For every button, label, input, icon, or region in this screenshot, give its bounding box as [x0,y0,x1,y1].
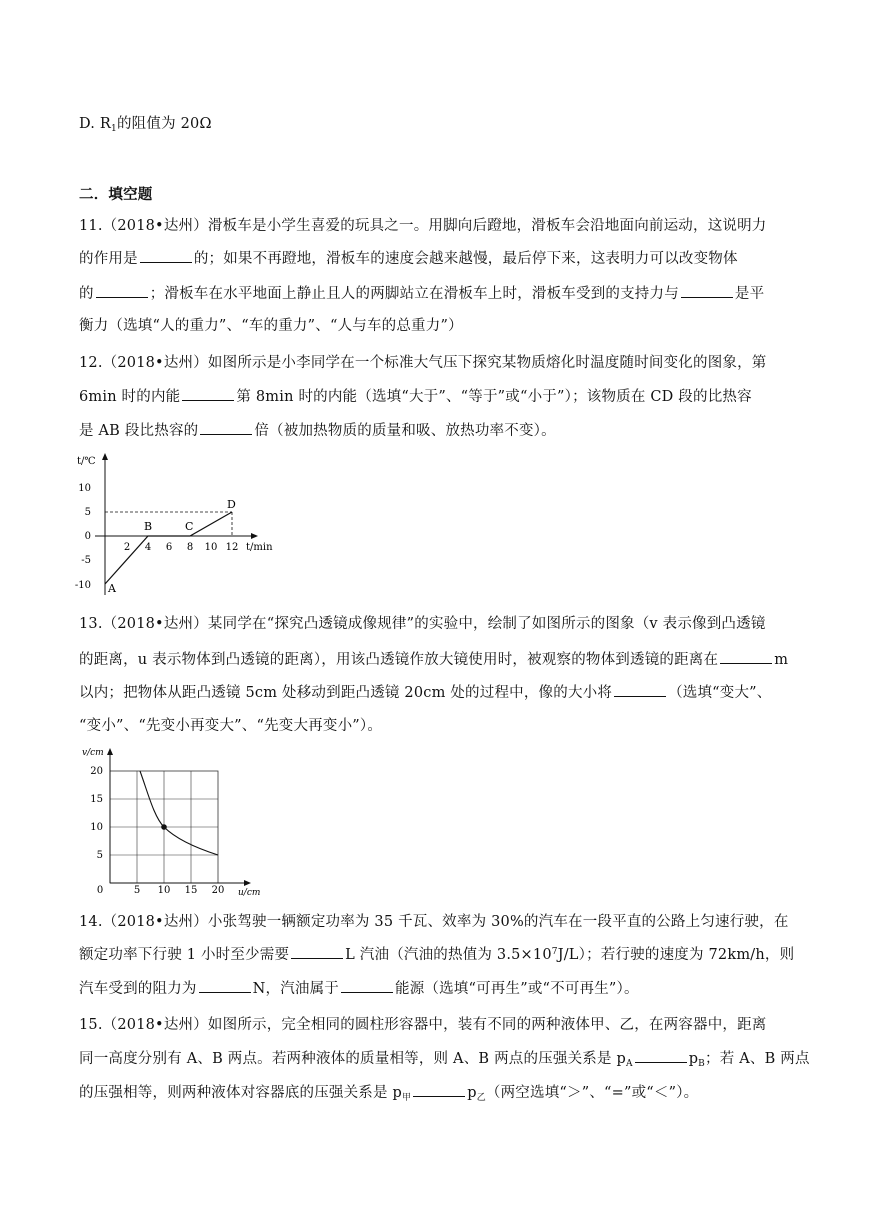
point-label-d: D [227,498,236,511]
q12-text: 是 AB 段比热容的 [79,423,199,439]
q11-text: ；滑板车在水平地面上静止且人的两脚站立在滑板车上时，滑板车受到的支持力与 [149,286,679,302]
y-tick-label: 15 [90,794,103,805]
q14-text: 额定功率下行驶 1 小时至少需要 [79,947,290,963]
q13-line4: “变小”、“先变小再变大”、“先变大再变小”）。 [79,718,383,734]
q15-line2 [79,1047,810,1069]
option-d-prefix: D. R [79,116,112,132]
y-axis-label: t/℃ [77,456,96,467]
q14-text: 汽车受到的阻力为 [79,981,197,997]
q15-line1: 15.（2018•达州）如图所示，完全相同的圆柱形容器中，装有不同的两种液体甲、乙，在两容器中，距离 [79,1017,767,1033]
q15-text: ；若 A、B 两点 [705,1051,810,1067]
q12-line1: 12.（2018•达州）如图所示是小李同学在一个标准大气压下探究某物质熔化时温度随时间变化的图象，第 [79,355,767,371]
x-axis-label: u/cm [238,888,261,898]
q15-text: （两空选填“＞”、“=”或“＜”）。 [485,1085,699,1101]
q14-line3 [79,977,639,998]
q15-subscript: 乙 [476,1093,486,1103]
y-axis-arrow [102,453,108,460]
section-title: 二．填空题 [79,186,153,203]
point-label-b: B [144,520,153,533]
y-axis-arrow [107,748,113,755]
q14-superscript: 7 [551,947,558,957]
answer-blank[interactable] [182,388,234,401]
x-tick-label: 4 [144,542,152,553]
q15-text: 同一高度分别有 A、B 两点。若两种液体的质量相等，则 A、B 两点的压强关系是 p [79,1051,626,1067]
option-d-text: 的阻值为 20Ω [116,116,212,132]
melting-graph [75,450,285,600]
q15-subscript: 甲 [402,1093,412,1103]
x-tick-label: 12 [225,542,239,553]
answer-blank[interactable] [635,1050,687,1063]
q15-text: p [688,1051,699,1067]
answer-blank[interactable] [199,980,251,993]
answer-blank[interactable] [720,651,772,664]
q11-line3 [79,282,764,303]
answer-blank[interactable] [200,422,252,435]
answer-blank[interactable] [614,684,666,697]
x-tick-label: 20 [211,885,225,896]
q14-text: 能源（选填“可再生”或“不可再生”）。 [395,981,639,997]
y-tick-label: 20 [90,766,103,777]
q11-line4: 衡力（选填“人的重力”、“车的重力”、“人与车的总重力”） [79,318,463,334]
q14-text: J/L）；若行驶的速度为 72km/h，则 [557,947,795,963]
q13-text: （选填“变大”、 [668,685,772,701]
q12-text: 6min 时的内能 [79,389,181,405]
q11-text: 的；如果不再蹬地，滑板车的速度会越来越慢，最后停下来，这表明力可以改变物体 [193,251,738,267]
q13-line3 [79,681,772,702]
q15-text: 的压强相等，则两种液体对容器底的压强关系是 p [79,1085,402,1101]
y-tick-label: 10 [78,483,91,494]
q14-line2 [79,943,794,964]
x-tick-label: 8 [186,542,194,553]
focal-point-marker [161,824,167,830]
point-label-a: A [108,582,116,595]
answer-blank[interactable] [291,946,343,959]
x-tick-label: 15 [184,885,198,896]
option-d [79,112,212,134]
q13-line2 [79,648,788,669]
q12-line2 [79,385,752,406]
q13-text: 以内；把物体从距凸透镜 5cm 处移动到距凸透镜 20cm 处的过程中，像的大小将 [79,685,613,701]
x-tick-label: 5 [133,885,141,896]
answer-blank[interactable] [341,980,393,993]
q12-text: 第 8min 时的内能（选填“大于”、“等于”或“小于”）；该物质在 CD 段的比热容 [236,389,752,405]
y-tick-label: 0 [84,531,91,542]
q15-line3 [79,1081,698,1103]
q15-subscript: B [698,1059,705,1069]
answer-blank[interactable] [681,285,733,298]
y-tick-label: 10 [90,822,103,833]
x-axis-arrow [244,880,251,886]
y-tick-label: 5 [96,850,103,861]
answer-blank[interactable] [413,1084,465,1097]
q14-text: L 汽油（汽油的热值为 3.5×10 [345,947,552,963]
answer-blank[interactable] [96,285,148,298]
y-tick-label: 5 [84,507,91,518]
y-tick-label: -10 [75,580,91,591]
q13-line1: 13.（2018•达州）某同学在“探究凸透镜成像规律”的实验中，绘制了如图所示的图象（v 表示像到凸透镜 [79,616,766,632]
option-d-subscript: 1 [111,124,117,134]
answer-blank[interactable] [140,250,192,263]
q14-text: N，汽油属于 [252,981,339,997]
lens-graph [78,743,278,898]
q13-text: m [774,652,789,668]
q15-subscript: A [625,1059,633,1069]
q13-text: 的距离，u 表示物体到凸透镜的距离），用该凸透镜作放大镜使用时，被观察的物体到透镜的距离在 [79,652,719,668]
q11-text: 的作用是 [79,251,138,267]
q14-line1: 14.（2018•达州）小张驾驶一辆额定功率为 35 千瓦、效率为 30%的汽车在一段平直的公路上匀速行驶，在 [79,914,789,930]
x-axis-label: t/min [246,542,273,553]
y-axis-label: v/cm [82,748,104,758]
x-tick-label: 10 [157,885,171,896]
x-axis-arrow [251,533,258,539]
point-label-c: C [185,520,194,533]
image-distance-curve [140,771,218,855]
q12-text: 倍（被加热物质的质量和吸、放热功率不变）。 [254,423,556,439]
q11-line2 [79,247,738,268]
q15-text: p [467,1085,477,1101]
q11-text: 是平 [734,286,765,302]
q12-line3 [79,419,556,440]
y-tick-label: -5 [81,555,91,566]
q11-line1: 11.（2018•达州）滑板车是小学生喜爱的玩具之一。用脚向后蹬地，滑板车会沿地面向前运动，这说明力 [79,218,767,234]
q11-text: 的 [79,286,94,302]
x-tick-label: 6 [165,542,173,553]
x-tick-label: 10 [204,542,218,553]
x-tick-label: 0 [96,885,104,896]
x-tick-label: 2 [123,542,131,553]
